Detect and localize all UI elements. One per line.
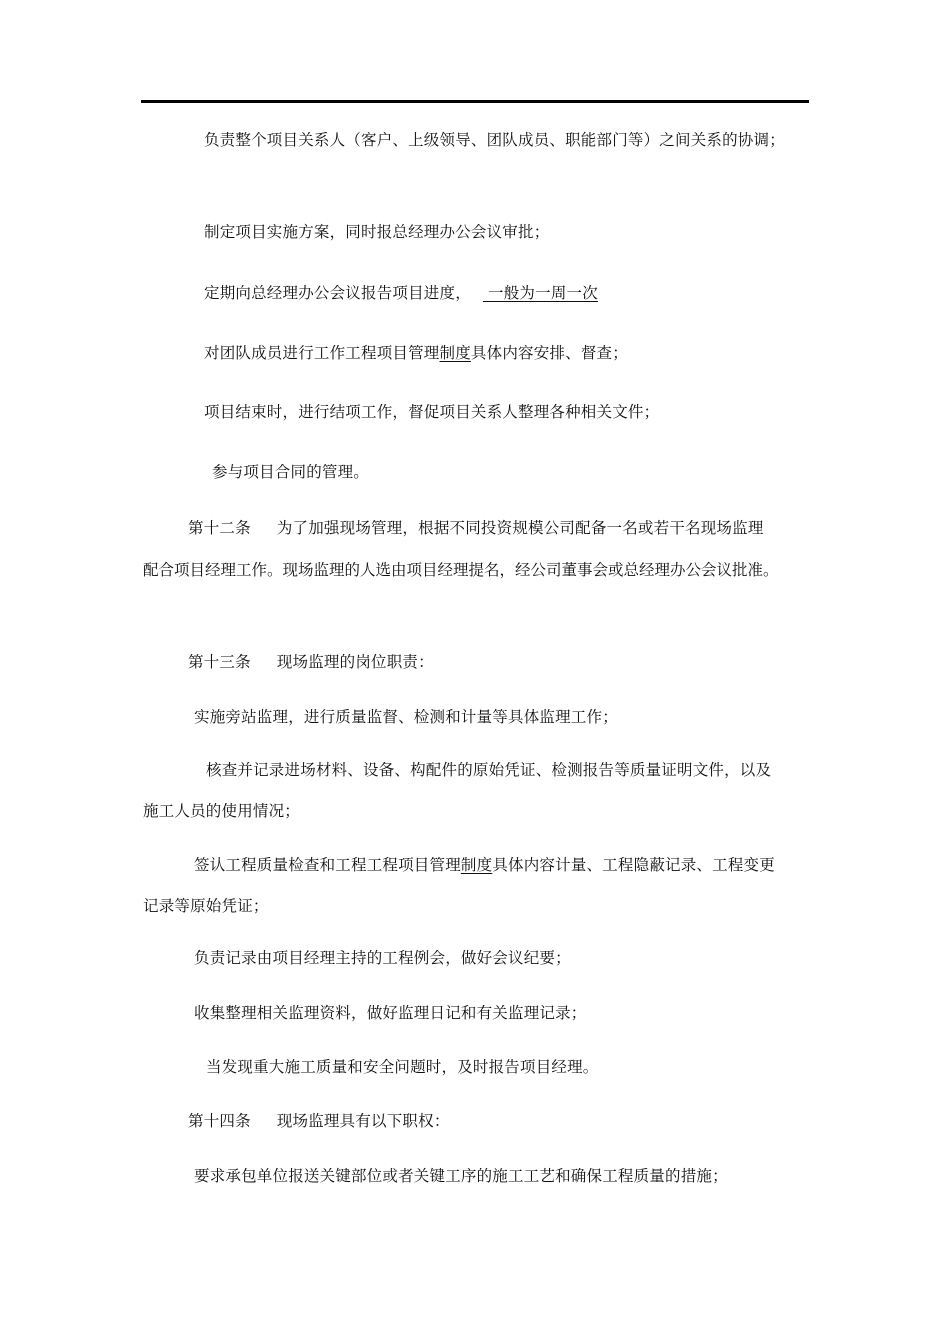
duty-sign-off-line-2 [143,896,269,916]
duty-sign-off-line-1 [194,855,775,875]
text: 为了加强现场管理，根据不同投资规模公司配备一名或若干名现场监理 [276,519,764,537]
text: 配合项目经理工作。现场监理的人选由项目经理提名，经公司董事会或总经理办公会议批准。 [143,561,779,579]
article-14-heading [188,1111,450,1131]
paragraph-progress-report [204,283,598,303]
paragraph-plan [204,222,549,242]
duty-verify-records-line-2 [143,801,300,821]
paragraph-team-arrangement [204,343,628,363]
article-12-line-2 [143,560,779,580]
duty-verify-records-line-1 [206,760,771,780]
text: 现场监理的岗位职责： [276,653,434,671]
text: 负责整个项目关系人（客户、上级领导、团队成员、职能部门等）之间关系的协调； [204,131,785,149]
paragraph-coordination [204,130,785,150]
text: 现场监理具有以下职权： [276,1112,450,1130]
paragraph-contract [212,462,369,482]
text: 具体内容安排、督查； [470,344,628,362]
duty-collect-materials [194,1003,587,1023]
text: 项目结束时，进行结项工作，督促项目关系人整理各种相关文件； [204,403,660,421]
article-number: 第十三条 [188,653,251,671]
paragraph-closure [204,402,659,422]
text: 收集整理相关监理资料，做好监理日记和有关监理记录； [194,1004,587,1022]
underlined-system-link: 制度 [460,856,493,874]
duty-onsite-supervision [194,707,618,727]
text: 当发现重大施工质量和安全问题时，及时报告项目经理。 [206,1058,599,1076]
underlined-frequency: 一般为一周一次 [482,284,598,302]
text: 具体内容计量、工程隐蔽记录、工程变更 [492,856,775,874]
article-12-line-1 [188,518,764,538]
header-rule [141,100,809,103]
text: 制定项目实施方案，同时报总经理办公会议审批； [204,223,550,241]
duty-report-issues [206,1057,599,1077]
text: 负责记录由项目经理主持的工程例会，做好会议纪要； [194,949,571,967]
article-13-heading [188,652,434,672]
text: 签认工程质量检查和工程工程项目管理 [194,856,461,874]
text: 核查并记录进场材料、设备、构配件的原始凭证、检测报告等质量证明文件，以及 [206,761,772,779]
duty-meeting-minutes [194,948,571,968]
text: 参与项目合同的管理。 [212,463,370,481]
text: 对团队成员进行工作工程项目管理 [204,344,440,362]
article-number: 第十二条 [188,519,251,537]
underlined-system-link: 制度 [439,344,471,362]
text: 实施旁站监理，进行质量监督、检测和计量等具体监理工作； [194,708,618,726]
text: 施工人员的使用情况； [143,802,301,820]
text: 要求承包单位报送关键部位或者关键工序的施工工艺和确保工程质量的措施； [194,1167,728,1185]
text: 定期向总经理办公会议报告项目进度， [204,284,471,302]
power-require-submission [194,1166,728,1186]
article-number: 第十四条 [188,1112,251,1130]
text: 记录等原始凭证； [143,897,269,915]
